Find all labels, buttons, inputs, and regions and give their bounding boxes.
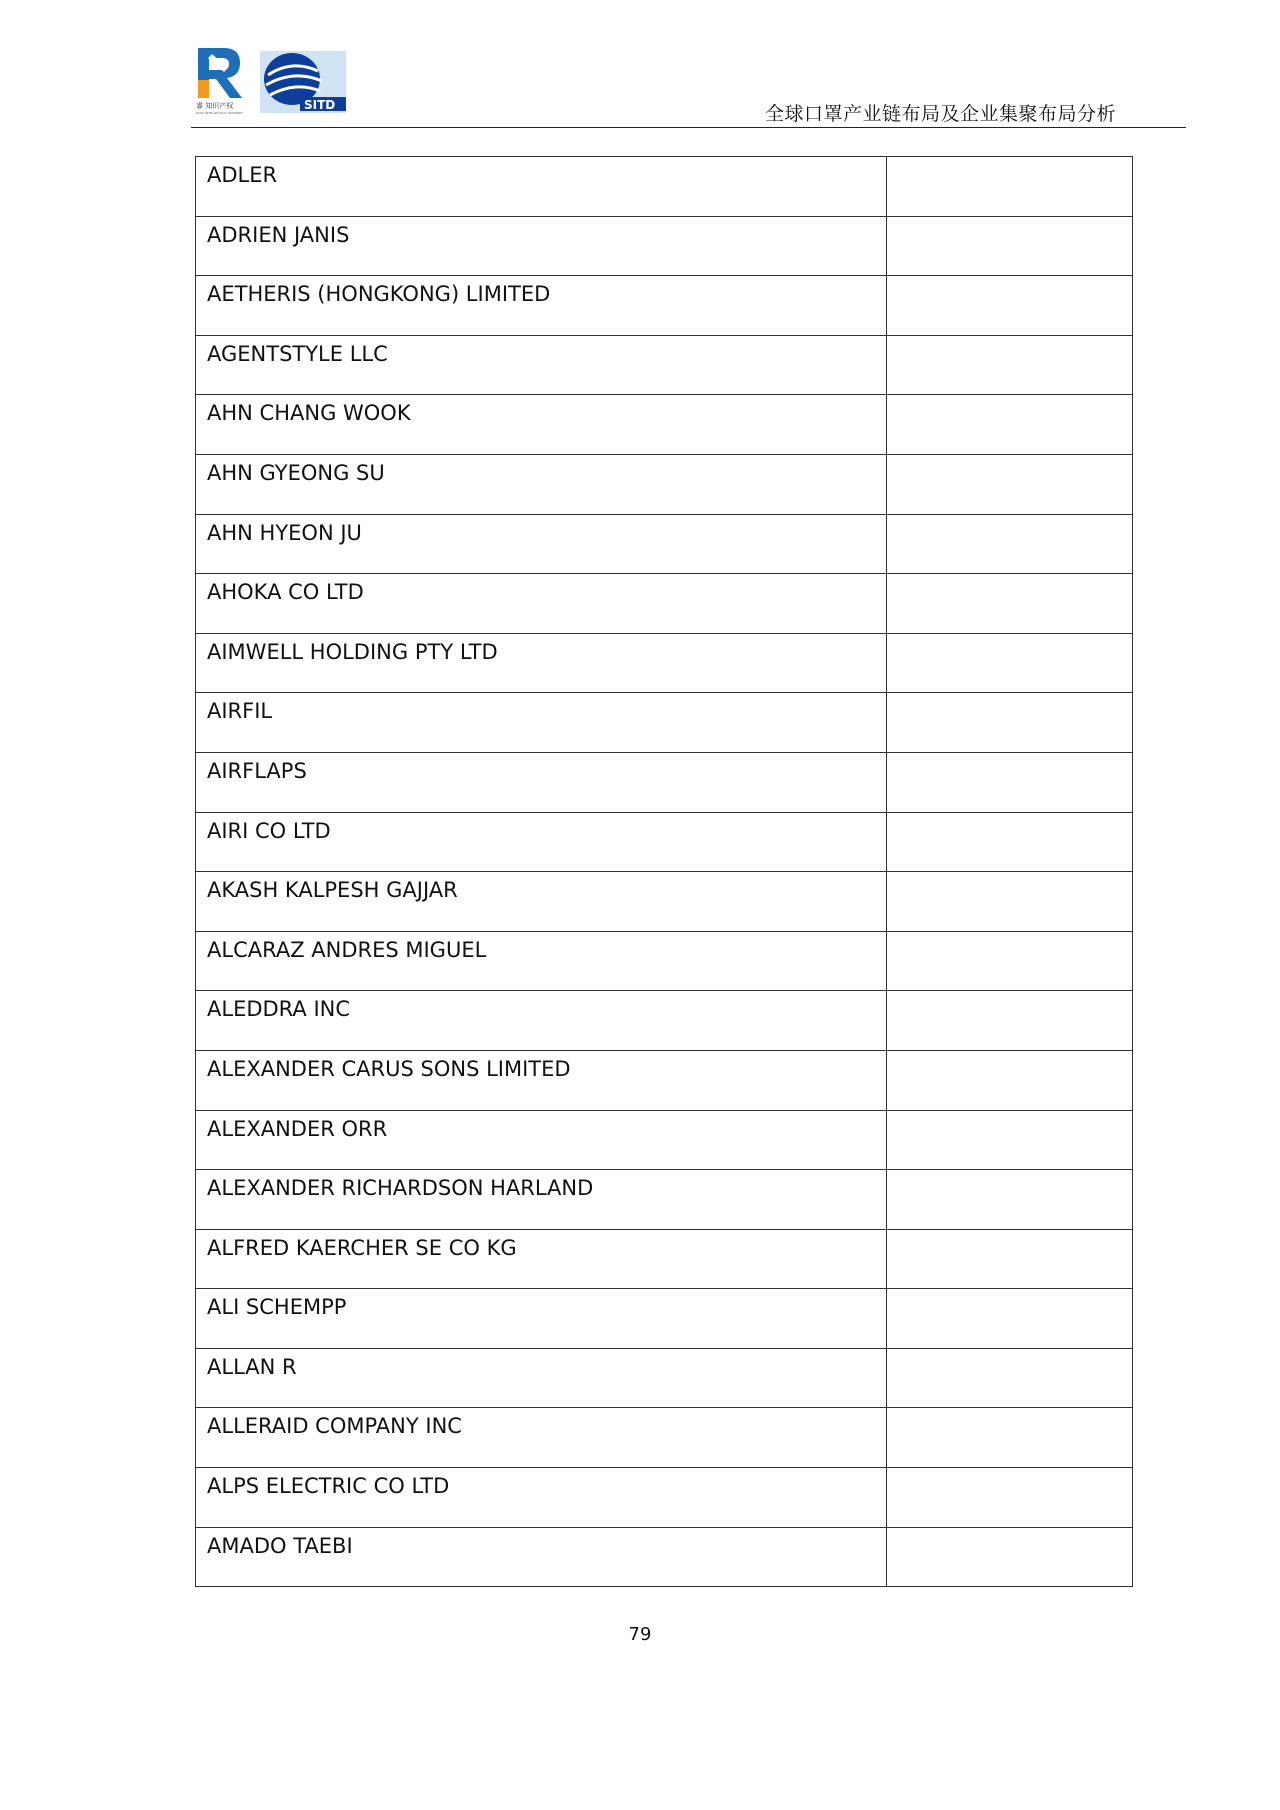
applicant-value-cell [887, 1408, 1133, 1468]
table-row [196, 633, 1133, 693]
applicant-name-cell [196, 752, 887, 812]
r-logo-caption: 睿 知识产权 [196, 102, 234, 110]
applicant-value-cell [887, 812, 1133, 872]
table-row [196, 216, 1133, 276]
applicant-value-cell [887, 395, 1133, 455]
applicant-name-cell [196, 574, 887, 634]
page-header [191, 40, 1186, 128]
table-row [196, 1527, 1133, 1587]
table-row [196, 157, 1133, 217]
applicant-name: AIMWELL HOLDING PTY LTD [207, 639, 498, 664]
applicant-name-cell [196, 395, 887, 455]
applicant-value-cell [887, 276, 1133, 336]
table-row [196, 1110, 1133, 1170]
table-row [196, 752, 1133, 812]
table-row [196, 812, 1133, 872]
document-title: 全球口罩产业链布局及企业集聚布局分析 [764, 103, 1116, 125]
applicant-value-cell [887, 633, 1133, 693]
table-row [196, 1050, 1133, 1110]
applicant-table-body [196, 157, 1133, 1587]
applicant-table-container [195, 156, 1132, 1587]
applicant-value-cell [887, 1050, 1133, 1110]
applicant-name: ALPS ELECTRIC CO LTD [207, 1474, 450, 1499]
applicant-table [195, 156, 1133, 1587]
applicant-name-cell [196, 693, 887, 753]
applicant-value-cell [887, 1348, 1133, 1408]
table-row [196, 1348, 1133, 1408]
applicant-value-cell [887, 216, 1133, 276]
applicant-name: AIRFLAPS [207, 758, 307, 783]
r-logo-subcaption: RUIXI INTELLECTUAL PROPERTY [196, 111, 244, 115]
applicant-name: ALEXANDER RICHARDSON HARLAND [207, 1176, 594, 1201]
applicant-name: AIRFIL [207, 699, 273, 724]
applicant-name-cell [196, 1527, 887, 1587]
sitd-logo [260, 51, 346, 113]
header-divider [191, 127, 1186, 128]
applicant-name: AMADO TAEBI [207, 1533, 353, 1558]
table-row [196, 1289, 1133, 1349]
applicant-name: AKASH KALPESH GAJJAR [207, 878, 458, 903]
applicant-name: ALCARAZ ANDRES MIGUEL [207, 937, 487, 962]
applicant-value-cell [887, 574, 1133, 634]
applicant-name-cell [196, 216, 887, 276]
applicant-name: AIRI CO LTD [207, 818, 331, 843]
applicant-name: AGENTSTYLE LLC [207, 341, 388, 366]
applicant-value-cell [887, 991, 1133, 1051]
applicant-name: AHOKA CO LTD [207, 580, 364, 605]
applicant-name-cell [196, 1289, 887, 1349]
applicant-name-cell [196, 633, 887, 693]
applicant-value-cell [887, 752, 1133, 812]
applicant-name: ADRIEN JANIS [207, 222, 350, 247]
table-row [196, 931, 1133, 991]
applicant-value-cell [887, 872, 1133, 932]
applicant-name: ALEXANDER ORR [207, 1116, 388, 1141]
applicant-name: AHN CHANG WOOK [207, 401, 411, 426]
applicant-name-cell [196, 276, 887, 336]
applicant-value-cell [887, 454, 1133, 514]
table-row [196, 872, 1133, 932]
applicant-name-cell [196, 1468, 887, 1528]
table-row [196, 1229, 1133, 1289]
applicant-value-cell [887, 1527, 1133, 1587]
table-row [196, 514, 1133, 574]
applicant-value-cell [887, 693, 1133, 753]
applicant-name: AHN HYEON JU [207, 520, 362, 545]
table-row [196, 395, 1133, 455]
applicant-name-cell [196, 1110, 887, 1170]
table-row [196, 693, 1133, 753]
table-row [196, 1468, 1133, 1528]
applicant-value-cell [887, 1289, 1133, 1349]
table-row [196, 454, 1133, 514]
applicant-name: ALEXANDER CARUS SONS LIMITED [207, 1056, 571, 1081]
applicant-value-cell [887, 1229, 1133, 1289]
applicant-name: ALLAN R [207, 1354, 297, 1379]
table-row [196, 574, 1133, 634]
applicant-name: ALEDDRA INC [207, 997, 351, 1022]
applicant-name: ALLERAID COMPANY INC [207, 1414, 462, 1439]
applicant-value-cell [887, 1110, 1133, 1170]
table-row [196, 276, 1133, 336]
table-row [196, 1170, 1133, 1230]
applicant-name: AHN GYEONG SU [207, 460, 385, 485]
applicant-name-cell [196, 1348, 887, 1408]
sitd-logo-label: SITD [304, 98, 336, 112]
applicant-name-cell [196, 1408, 887, 1468]
applicant-name-cell [196, 812, 887, 872]
applicant-value-cell [887, 1468, 1133, 1528]
applicant-value-cell [887, 335, 1133, 395]
applicant-name-cell [196, 514, 887, 574]
applicant-name: AETHERIS (HONGKONG) LIMITED [207, 282, 551, 307]
applicant-name-cell [196, 872, 887, 932]
page-number: 79 [628, 1624, 652, 1645]
table-row [196, 991, 1133, 1051]
applicant-name: ADLER [207, 163, 278, 187]
applicant-name: ALI SCHEMPP [207, 1295, 347, 1320]
applicant-name-cell [196, 1050, 887, 1110]
applicant-name-cell [196, 1229, 887, 1289]
table-row [196, 335, 1133, 395]
applicant-name-cell [196, 931, 887, 991]
applicant-name-cell [196, 454, 887, 514]
applicant-value-cell [887, 514, 1133, 574]
applicant-name-cell [196, 335, 887, 395]
applicant-name: ALFRED KAERCHER SE CO KG [207, 1235, 517, 1260]
applicant-name-cell [196, 1170, 887, 1230]
applicant-value-cell [887, 1170, 1133, 1230]
applicant-value-cell [887, 931, 1133, 991]
r-logo [194, 46, 246, 116]
applicant-name-cell [196, 157, 887, 217]
table-row [196, 1408, 1133, 1468]
applicant-name-cell [196, 991, 887, 1051]
applicant-value-cell [887, 157, 1133, 217]
